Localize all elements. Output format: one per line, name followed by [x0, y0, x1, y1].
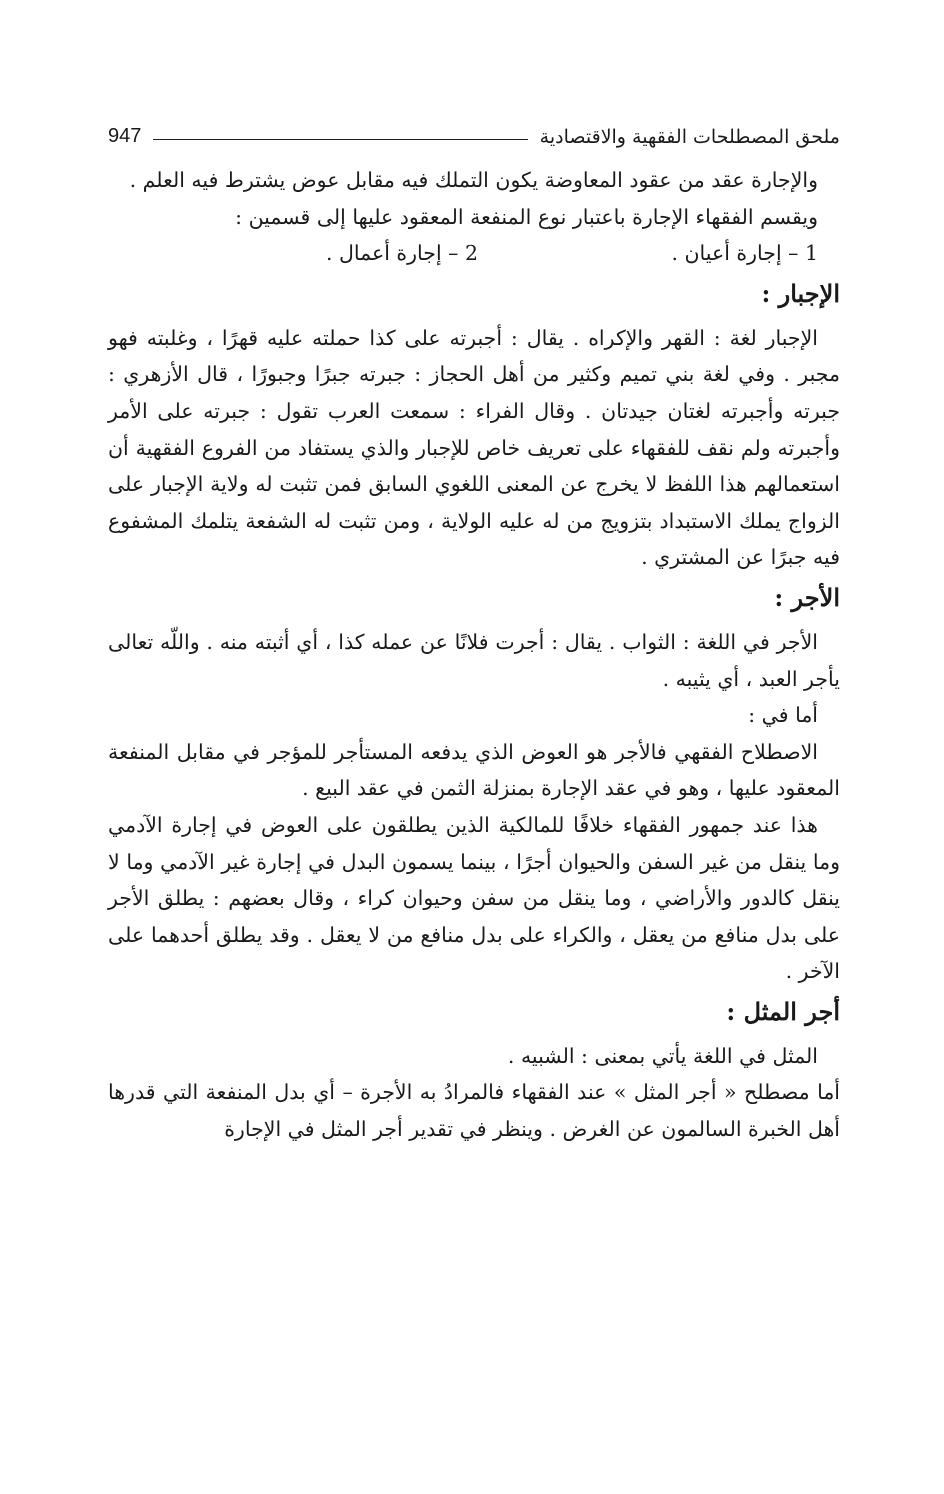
- heading-ajr-al-mithl: أجر المثل :: [726, 996, 840, 1026]
- ajr-al-mithl-paragraph-2: أما مصطلح « أجر المثل » عند الفقهاء فالمرادُ به الأجرة – أي بدل المنفعة التي قدرها أهل الخبرة السالمون عن الغرض . وينظر في تقدير أجر المثل في الإجارة: [108, 1080, 840, 1142]
- running-header: [108, 112, 840, 148]
- ajr-paragraph-3: الاصطلاح الفقهي فالأجر هو العوض الذي يدفعه المستأجر للمؤجر في مقابل المنفعة المعقود عليها ، وهو في عقد الإجارة بمنزلة الثمن في عقد البيع .: [108, 739, 840, 801]
- heading-ijbar: الإجبار :: [761, 278, 840, 308]
- ajr-paragraph-1: الأجر في اللغة : الثواب . يقال : أجرت فلانًا عن عمله كذا ، أي أثبته منه . واللّه تعالى يأجر العبد ، أي يثيبه .: [108, 629, 840, 691]
- division-item-2: 2 – إجارة أعمال .: [325, 241, 478, 266]
- division-item-1: 1 – إجارة أعيان .: [671, 241, 818, 266]
- page-number: 947: [108, 125, 142, 147]
- header-rule: [153, 139, 527, 140]
- ajr-al-mithl-paragraph-1: المثل في اللغة يأتي بمعنى : الشبيه .: [507, 1043, 818, 1068]
- ijara-divisions: [108, 235, 840, 272]
- document-page: [108, 112, 840, 1148]
- ajr-paragraph-2: أما في :: [748, 703, 818, 728]
- header-title: ملحق المصطلحات الفقهية والاقتصادية: [539, 126, 840, 148]
- ijara-paragraph-1: والإجارة عقد من عقود المعاوضة يكون التملك فيه مقابل عوض يشترط فيه العلم .: [129, 168, 818, 192]
- body-text: [108, 162, 840, 1148]
- heading-ajr: الأجر :: [774, 582, 840, 612]
- ajr-paragraph-4: هذا عند جمهور الفقهاء خلافًا للمالكية الذين يطلقون على العوض في إجارة الآدمي وما ينقل من غير السفن والحيوان أجرًا ، بينما يسمون البدل في إجارة غير الآدمي وما لا ينقل كالدور والأراضي ، وما ينقل من سفن وحيوان كراء ، وقال بعضهم : يطلق الأجر على بدل منافع من يعقل ، والكراء على بدل منافع من لا يعقل . وقد يطلق أحدهما على الآخر .: [108, 812, 840, 984]
- ijara-paragraph-2: ويقسم الفقهاء الإجارة باعتبار نوع المنفعة المعقود عليها إلى قسمين :: [235, 204, 818, 229]
- ijbar-paragraph: الإجبار لغة : القهر والإكراه . يقال : أجبرته على كذا حملته عليه قهرًا ، وغلبته فهو مجبر . وفي لغة بني تميم وكثير من أهل الحجاز : جبرته جبرًا وجبورًا ، قال الأزهري : جبرته وأجبرته لغتان جيدتان . وقال الفراء : سمعت العرب تقول : جبرته على الأمر وأجبرته ولم نقف للفقهاء على تعريف خاص للإجبار والذي يستفاد من الفروع الفقهية أن استعمالهم هذا اللفظ لا يخرج عن المعنى اللغوي السابق فمن تثبت له ولاية الإجبار على الزواج يملك الاستبداد بتزويج من له عليه الولاية ، ومن تثبت له الشفعة يتلمك المشفوع فيه جبرًا عن المشتري .: [108, 325, 840, 570]
